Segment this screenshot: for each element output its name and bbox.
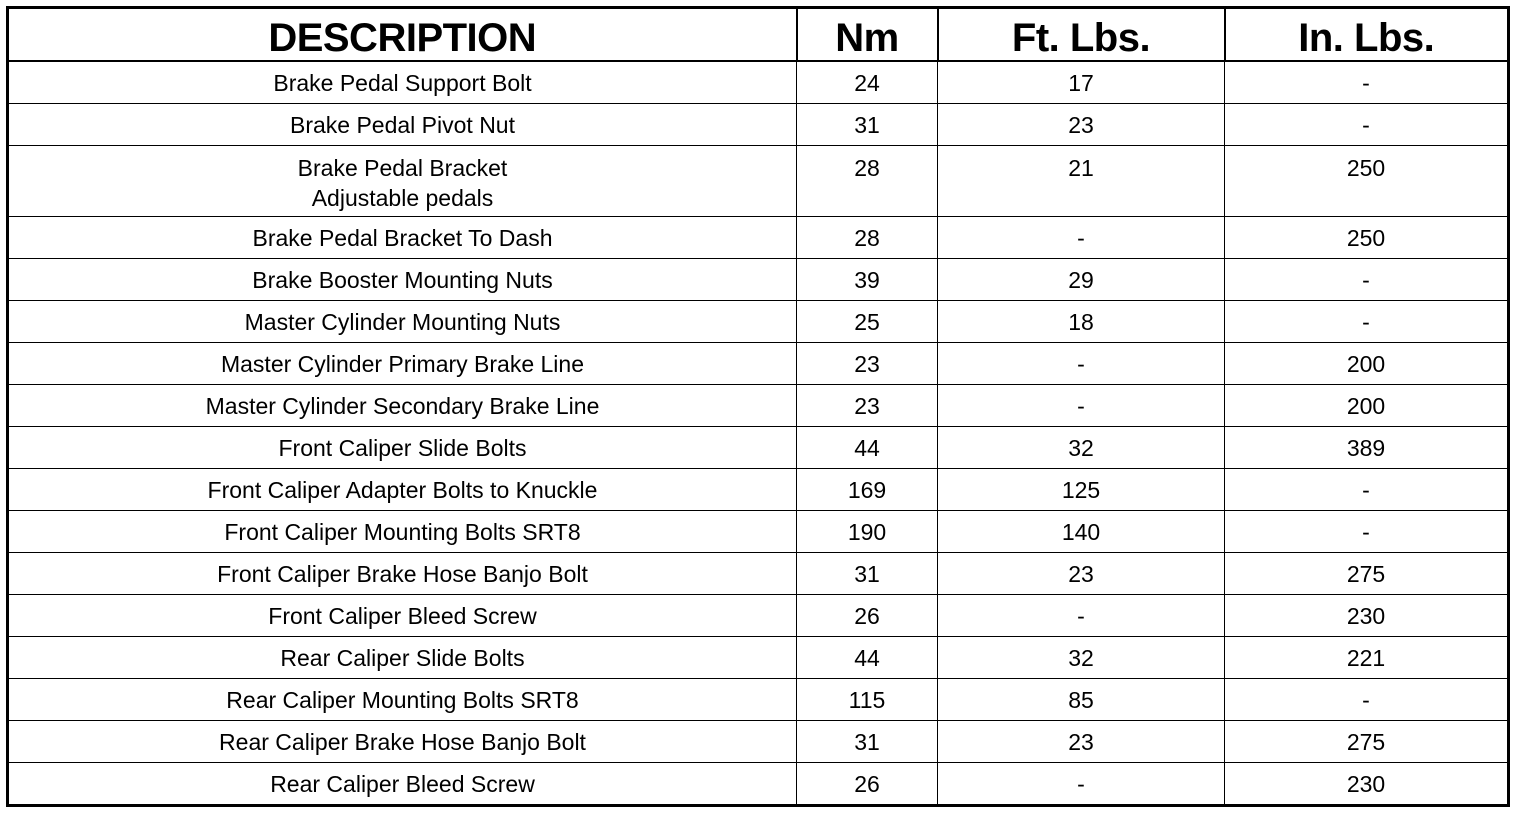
cell-ft-lbs: -	[938, 343, 1225, 385]
cell-description	[8, 146, 797, 217]
cell-ft-lbs: -	[938, 595, 1225, 637]
cell-in-lbs: 250	[1225, 217, 1509, 259]
cell-ft-lbs: -	[938, 217, 1225, 259]
cell-nm: 26	[797, 763, 938, 806]
table-row	[8, 385, 1509, 427]
cell-in-lbs: -	[1225, 61, 1509, 104]
table-row	[8, 721, 1509, 763]
cell-ft-lbs: 32	[938, 637, 1225, 679]
cell-in-lbs: -	[1225, 301, 1509, 343]
cell-nm: 169	[797, 469, 938, 511]
cell-in-lbs: 275	[1225, 721, 1509, 763]
cell-in-lbs: 230	[1225, 763, 1509, 806]
cell-ft-lbs: 23	[938, 721, 1225, 763]
cell-nm: 24	[797, 61, 938, 104]
cell-description: Front Caliper Brake Hose Banjo Bolt	[8, 553, 797, 595]
cell-nm: 44	[797, 637, 938, 679]
table-row	[8, 146, 1509, 217]
table-row	[8, 679, 1509, 721]
cell-ft-lbs: 125	[938, 469, 1225, 511]
cell-in-lbs: -	[1225, 259, 1509, 301]
table-row	[8, 595, 1509, 637]
cell-in-lbs: 200	[1225, 385, 1509, 427]
header-in-lbs: In. Lbs.	[1225, 8, 1509, 62]
table-row	[8, 343, 1509, 385]
cell-description: Brake Booster Mounting Nuts	[8, 259, 797, 301]
cell-nm: 44	[797, 427, 938, 469]
cell-description: Master Cylinder Secondary Brake Line	[8, 385, 797, 427]
cell-ft-lbs: 85	[938, 679, 1225, 721]
cell-in-lbs: -	[1225, 511, 1509, 553]
header-row	[8, 8, 1509, 62]
cell-description: Brake Pedal Pivot Nut	[8, 104, 797, 146]
cell-description: Rear Caliper Brake Hose Banjo Bolt	[8, 721, 797, 763]
cell-description: Brake Pedal Support Bolt	[8, 61, 797, 104]
cell-description-sub: Adjustable pedals	[311, 185, 494, 211]
cell-nm: 39	[797, 259, 938, 301]
header-nm: Nm	[797, 8, 938, 62]
cell-nm: 28	[797, 146, 938, 217]
cell-description: Rear Caliper Bleed Screw	[8, 763, 797, 806]
cell-nm: 23	[797, 385, 938, 427]
cell-in-lbs: 200	[1225, 343, 1509, 385]
table-row	[8, 259, 1509, 301]
cell-ft-lbs: 32	[938, 427, 1225, 469]
cell-in-lbs: -	[1225, 679, 1509, 721]
cell-in-lbs: -	[1225, 469, 1509, 511]
cell-description: Rear Caliper Slide Bolts	[8, 637, 797, 679]
table-row	[8, 553, 1509, 595]
cell-description: Brake Pedal Bracket To Dash	[8, 217, 797, 259]
cell-in-lbs: 221	[1225, 637, 1509, 679]
cell-description-main: Brake Pedal Bracket	[297, 155, 508, 181]
cell-description: Front Caliper Bleed Screw	[8, 595, 797, 637]
cell-description: Master Cylinder Primary Brake Line	[8, 343, 797, 385]
cell-in-lbs: 250	[1225, 146, 1509, 217]
header-description: DESCRIPTION	[8, 8, 797, 62]
cell-nm: 31	[797, 721, 938, 763]
cell-ft-lbs: 18	[938, 301, 1225, 343]
cell-nm: 23	[797, 343, 938, 385]
cell-ft-lbs: 23	[938, 553, 1225, 595]
cell-in-lbs: -	[1225, 104, 1509, 146]
cell-nm: 28	[797, 217, 938, 259]
cell-nm: 26	[797, 595, 938, 637]
cell-ft-lbs: -	[938, 385, 1225, 427]
table-row	[8, 637, 1509, 679]
torque-specifications-table	[6, 6, 1510, 807]
cell-ft-lbs: 23	[938, 104, 1225, 146]
table-row	[8, 469, 1509, 511]
cell-nm: 25	[797, 301, 938, 343]
cell-ft-lbs: 17	[938, 61, 1225, 104]
cell-in-lbs: 275	[1225, 553, 1509, 595]
cell-description: Rear Caliper Mounting Bolts SRT8	[8, 679, 797, 721]
cell-ft-lbs: 140	[938, 511, 1225, 553]
cell-nm: 115	[797, 679, 938, 721]
header-ft-lbs: Ft. Lbs.	[938, 8, 1225, 62]
table-row	[8, 61, 1509, 104]
cell-nm: 31	[797, 553, 938, 595]
cell-ft-lbs: 21	[938, 146, 1225, 217]
table-row	[8, 511, 1509, 553]
table-row	[8, 427, 1509, 469]
cell-ft-lbs: 29	[938, 259, 1225, 301]
cell-in-lbs: 389	[1225, 427, 1509, 469]
cell-ft-lbs: -	[938, 763, 1225, 806]
cell-nm: 31	[797, 104, 938, 146]
table-row	[8, 104, 1509, 146]
table-row	[8, 763, 1509, 806]
cell-description: Front Caliper Adapter Bolts to Knuckle	[8, 469, 797, 511]
table-row	[8, 301, 1509, 343]
cell-description: Front Caliper Slide Bolts	[8, 427, 797, 469]
cell-description: Front Caliper Mounting Bolts SRT8	[8, 511, 797, 553]
cell-in-lbs: 230	[1225, 595, 1509, 637]
cell-nm: 190	[797, 511, 938, 553]
table-body	[8, 61, 1509, 806]
table-row	[8, 217, 1509, 259]
cell-description: Master Cylinder Mounting Nuts	[8, 301, 797, 343]
